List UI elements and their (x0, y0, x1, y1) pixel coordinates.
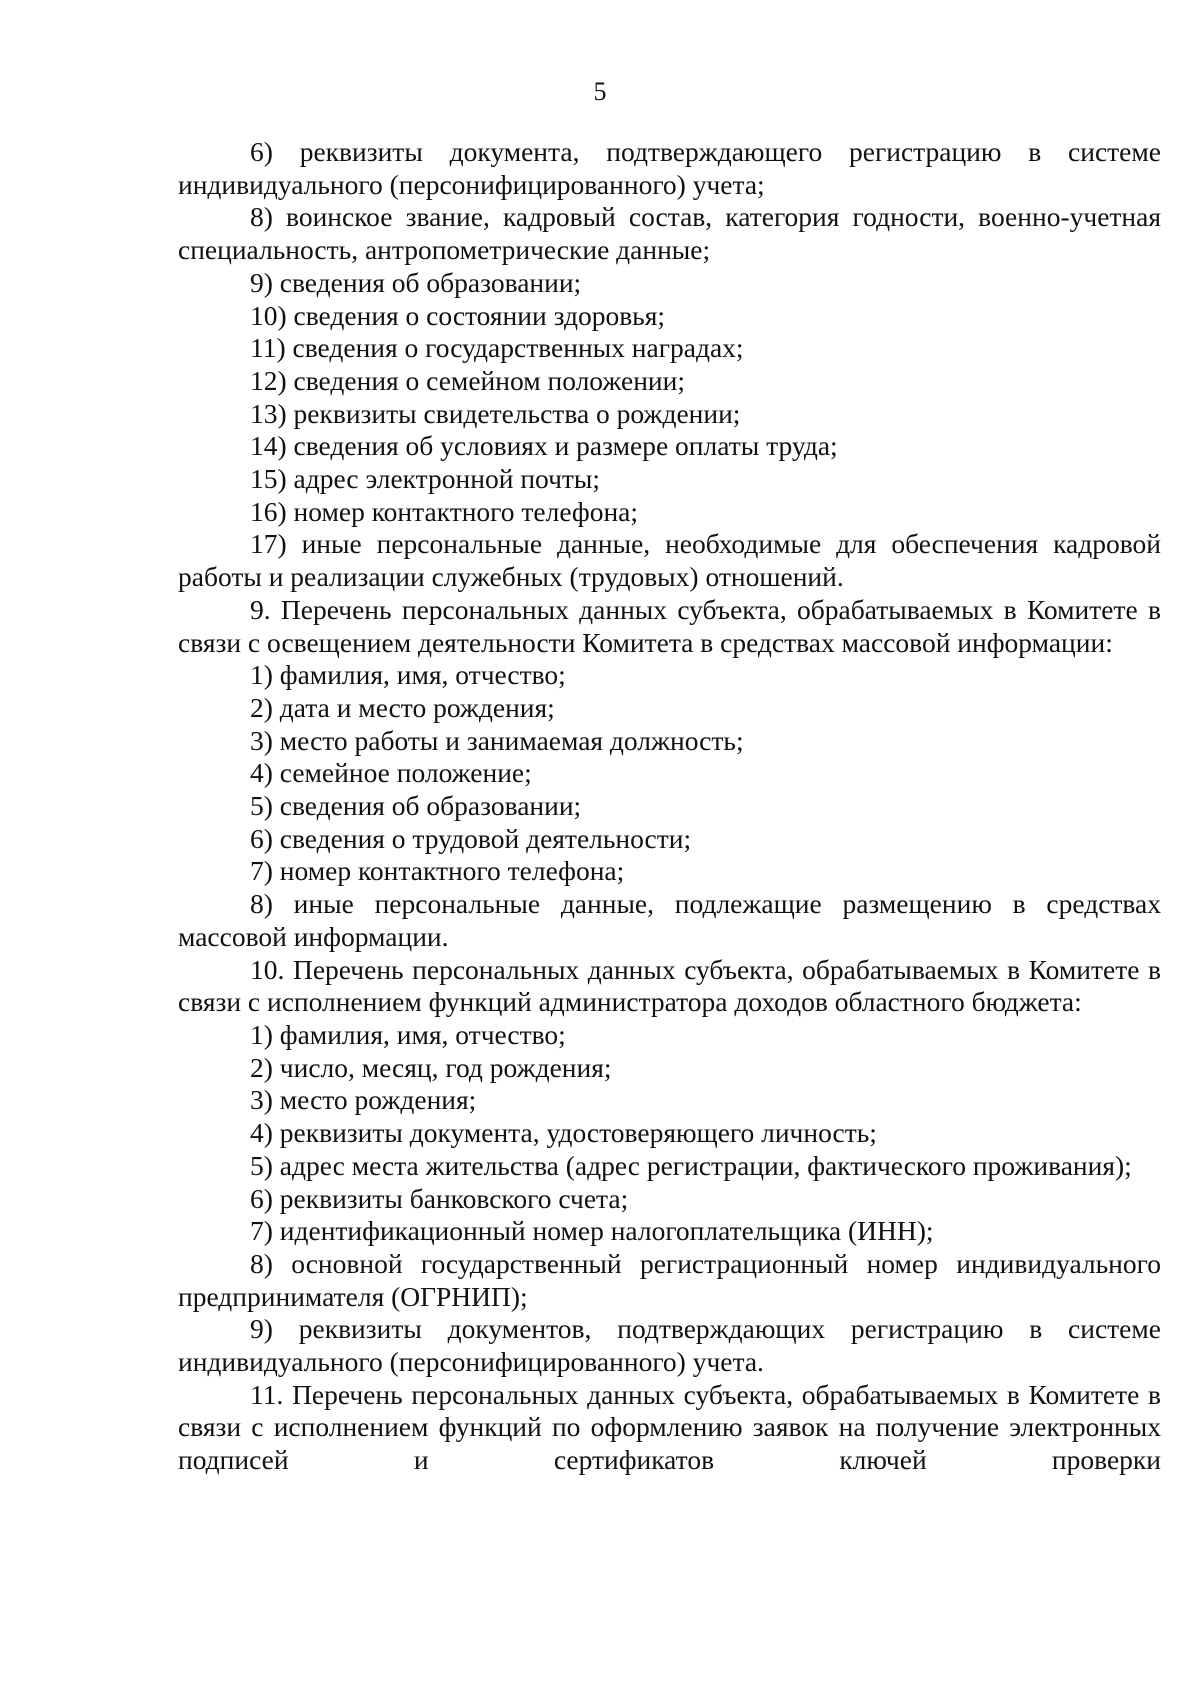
section-10-item-6: 6) реквизиты банковского счета; (250, 1182, 629, 1214)
section-10-item-2: 2) число, месяц, год рождения; (250, 1051, 612, 1083)
section-10-heading: 10. Перечень персональных данных субъекта, обрабатываемых в Комитете в связи с исполнением функций администратора доходов областного бюджета: (178, 953, 1161, 1018)
list-item-9-education: 9) сведения об образовании; (250, 266, 582, 298)
list-item-14-salary: 14) сведения об условиях и размере оплаты труда; (250, 430, 838, 462)
section-10-item-9: 9) реквизиты документов, подтверждающих регистрацию в системе индивидуального (персонифицированного) учета. (178, 1313, 1161, 1378)
section-9-item-6: 6) сведения о трудовой деятельности; (250, 822, 692, 854)
section-11-heading: 11. Перечень персональных данных субъекта, обрабатываемых в Комитете в связи с исполнением функций по оформлению заявок на получение электронных подписей и сертификатов ключей проверки (178, 1378, 1161, 1476)
section-9-item-1: 1) фамилия, имя, отчество; (250, 659, 566, 691)
list-item-12-family: 12) сведения о семейном положении; (250, 364, 686, 396)
section-10-item-3: 3) место рождения; (250, 1084, 477, 1116)
section-10-item-1: 1) фамилия, имя, отчество; (250, 1018, 566, 1050)
list-item-17-other: 17) иные персональные данные, необходимые для обеспечения кадровой работы и реализации служебных (трудовых) отношений. (178, 528, 1161, 593)
section-9-item-3: 3) место работы и занимаемая должность; (250, 724, 744, 756)
section-10-item-5: 5) адрес места жительства (адрес регистрации, фактического проживания); (250, 1149, 1132, 1181)
section-9-item-2: 2) дата и место рождения; (250, 691, 555, 723)
section-9-item-4: 4) семейное положение; (250, 757, 532, 789)
section-9-item-8: 8) иные персональные данные, подлежащие размещению в средствах массовой информации. (178, 888, 1161, 952)
list-item-11-awards: 11) сведения о государственных наградах; (250, 332, 744, 364)
list-item-6-snils: 6) реквизиты документа, подтверждающего регистрацию в системе индивидуального (персонифицированного) учета; (178, 136, 1161, 200)
list-item-10-health: 10) сведения о состоянии здоровья; (250, 299, 666, 331)
list-item-16-phone: 16) номер контактного телефона; (250, 495, 639, 527)
list-item-15-email: 15) адрес электронной почты; (250, 463, 601, 495)
page-number: 5 (593, 77, 607, 106)
list-item-8-military: 8) воинское звание, кадровый состав, категория годности, военно-учетная специальность, антропометрические данные; (178, 201, 1161, 266)
section-10-item-4: 4) реквизиты документа, удостоверяющего личность; (250, 1117, 877, 1149)
section-9-item-7: 7) номер контактного телефона; (250, 855, 625, 887)
list-item-13-birth-certificate: 13) реквизиты свидетельства о рождении; (250, 397, 741, 429)
document-body (178, 136, 1161, 1477)
section-9-heading: 9. Перечень персональных данных субъекта, обрабатываемых в Комитете в связи с освещением деятельности Комитета в средствах массовой информации: (178, 593, 1161, 658)
section-10-item-7: 7) идентификационный номер налогоплательщика (ИНН); (250, 1215, 934, 1247)
section-10-item-8: 8) основной государственный регистрационный номер индивидуального предпринимателя (ОГРНИП); (178, 1247, 1161, 1312)
section-9-item-5: 5) сведения об образовании; (250, 790, 582, 822)
